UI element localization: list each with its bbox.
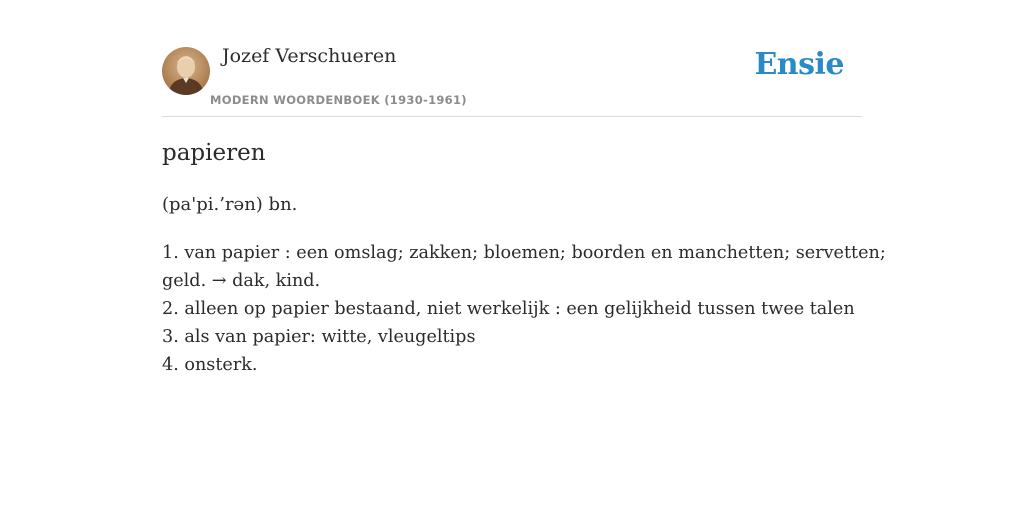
ensie-logo[interactable]: Ensie xyxy=(754,47,844,82)
author-avatar xyxy=(162,47,210,95)
author-portrait-image xyxy=(162,47,210,95)
entry-card xyxy=(162,0,886,512)
headword: papieren xyxy=(162,140,266,166)
definition-line: 4. onsterk. xyxy=(162,355,258,375)
author-name[interactable]: Jozef Verschueren xyxy=(222,45,397,67)
definition-line: 1. van papier : een omslag; zakken; bloemen; boorden en manchetten; servetten; xyxy=(162,243,886,263)
pronunciation: (pa'pi.’rən) bn. xyxy=(162,194,298,215)
entry-header xyxy=(162,0,862,117)
definition-line: 3. als van papier: witte, vleugeltips xyxy=(162,327,476,347)
definition-line: 2. alleen op papier bestaand, niet werkelijk : een gelijkheid tussen twee talen xyxy=(162,299,855,319)
definition-line: geld. → dak, kind. xyxy=(162,271,321,291)
definitions xyxy=(162,239,886,379)
dictionary-source[interactable]: MODERN WOORDENBOEK (1930-1961) xyxy=(210,93,467,107)
